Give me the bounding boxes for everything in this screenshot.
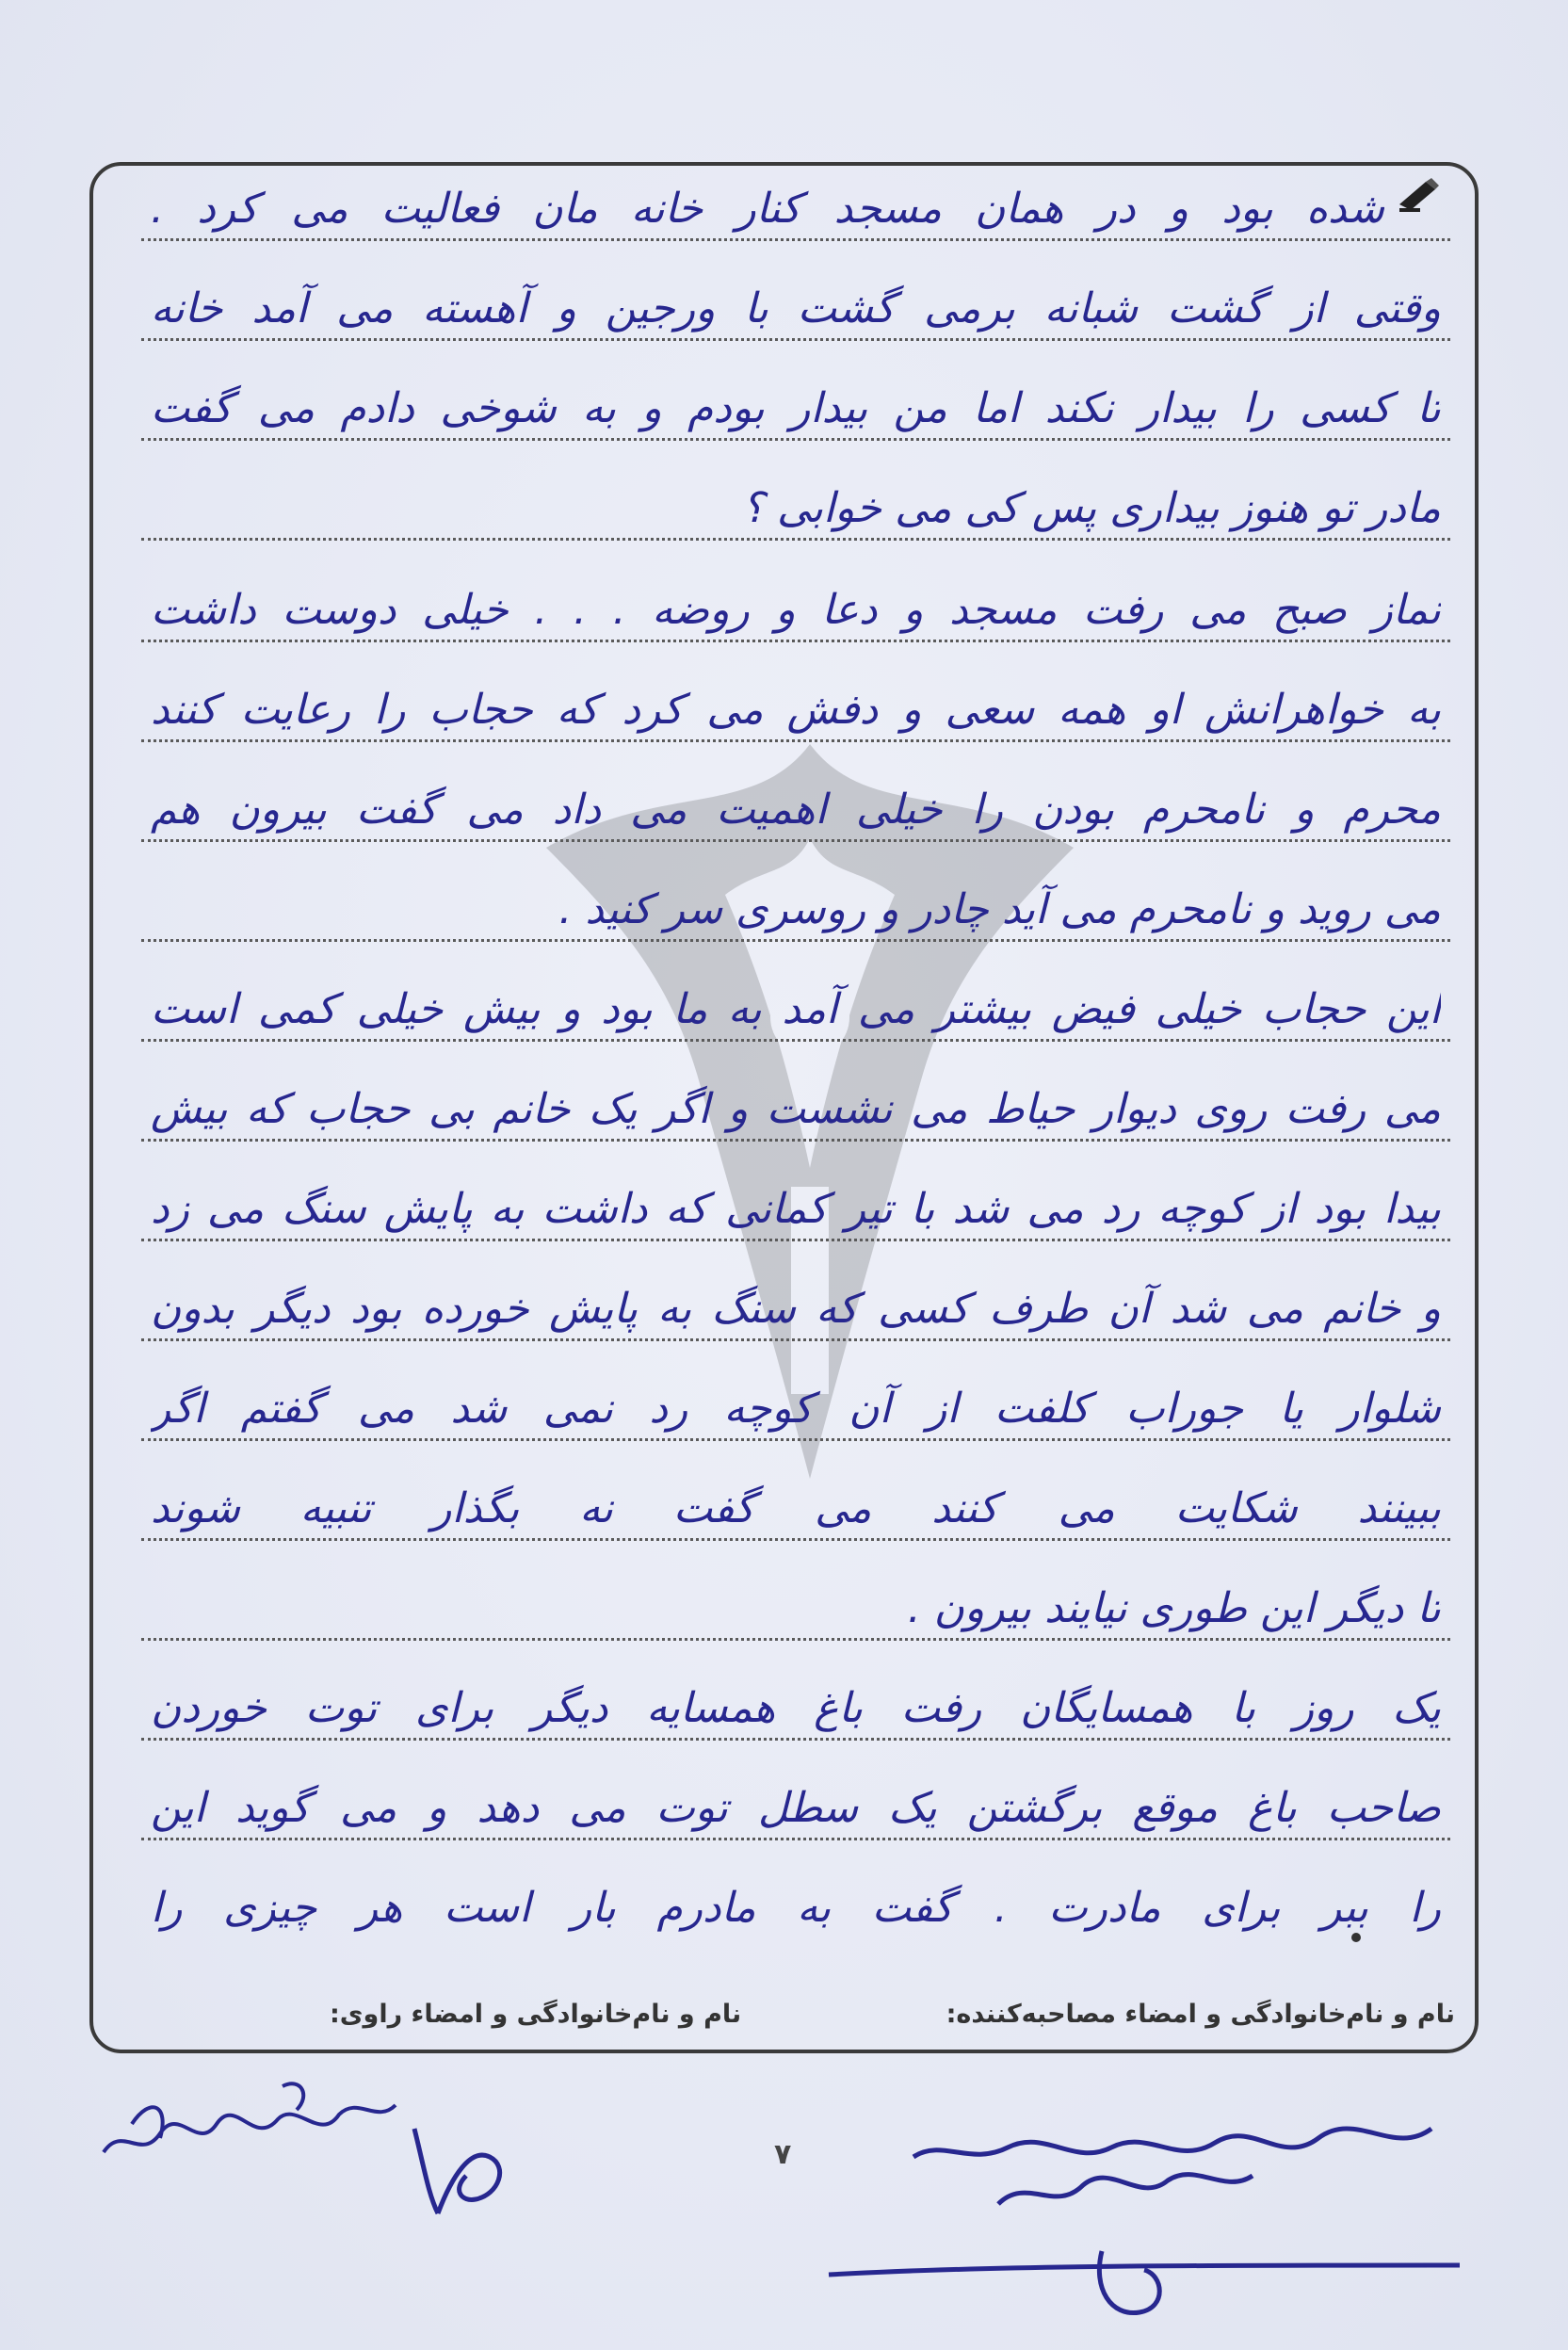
handwritten-line: می روید و نامحرم می آید چادر و روسری سر کنید .	[141, 844, 1450, 948]
handwritten-line: تا کسی را بیدار نکند اما من بیدار بودم و به شوخی دادم می گفت	[141, 343, 1450, 446]
interviewer-signature	[810, 2072, 1469, 2326]
handwritten-line: مادر تو هنوز بیداری پس کی می خوابی ؟	[141, 443, 1450, 546]
handwritten-line: صاحب باغ موقع برگشتن یک سطل توت می دهد و می گوید این	[141, 1742, 1450, 1846]
handwritten-line: شده بود و در همان مسجد کنار خانه مان فعالیت می کرد .	[141, 143, 1450, 247]
handwritten-line: یک روز با همسایگان رفت باغ همسایه دیگر برای توت خوردن	[141, 1643, 1450, 1746]
handwritten-line: را ببر برای مادرت . گفت به مادرم بار است هر چیزی را	[151, 1884, 1441, 1932]
handwritten-line: تا دیگر این طوری نیایند بیرون .	[141, 1543, 1450, 1646]
handwritten-line: می رفت روی دیوار حیاط می نشست و اگر یک خانم بی حجاب که بیش	[141, 1044, 1450, 1147]
narrator-signature-mark	[396, 2110, 518, 2223]
handwritten-line: بیدا بود از کوچه رد می شد با تیر کمانی که داشت به پایش سنگ می زد	[141, 1143, 1450, 1247]
narrator-label: نام و نام‌خانوادگی و امضاء راوی:	[330, 2000, 742, 2029]
handwritten-line: این حجاب خیلی فیض بیشتر می آمد به ما بود و بیش خیلی کمی است	[141, 944, 1450, 1047]
page-number: ۷	[774, 2138, 792, 2171]
handwritten-line: نماز صبح می رفت مسجد و دعا و روضه . . . خیلی دوست داشت	[141, 544, 1450, 648]
handwritten-line: و خانم می شد آن طرف کسی که سنگ به پایش خورده بود دیگر بدون	[141, 1243, 1450, 1347]
handwritten-line: ببینند شکایت می کنند می گفت نه بگذار تنبیه شوند	[141, 1443, 1450, 1547]
handwritten-line: به خواهرانش او همه سعی و دفش می کرد که حجاب را رعایت کنند	[141, 644, 1450, 748]
handwritten-line: محرم و نامحرم بودن را خیلی اهمیت می داد می گفت بیرون هم	[141, 744, 1450, 848]
handwritten-line: وقتی از گشت شبانه برمی گشت با ورجین و آهسته می آمد خانه	[141, 243, 1450, 347]
narrator-signature	[94, 2067, 405, 2180]
writing-hand-icon	[1398, 176, 1441, 214]
handwritten-line: شلوار یا جوراب کلفت از آن کوچه رد نمی شد می گفتم اگر	[141, 1343, 1450, 1447]
bullet-dot	[1351, 1933, 1361, 1942]
interviewer-label: نام و نام‌خانوادگی و امضاء مصاحبه‌کننده:	[946, 2000, 1455, 2029]
